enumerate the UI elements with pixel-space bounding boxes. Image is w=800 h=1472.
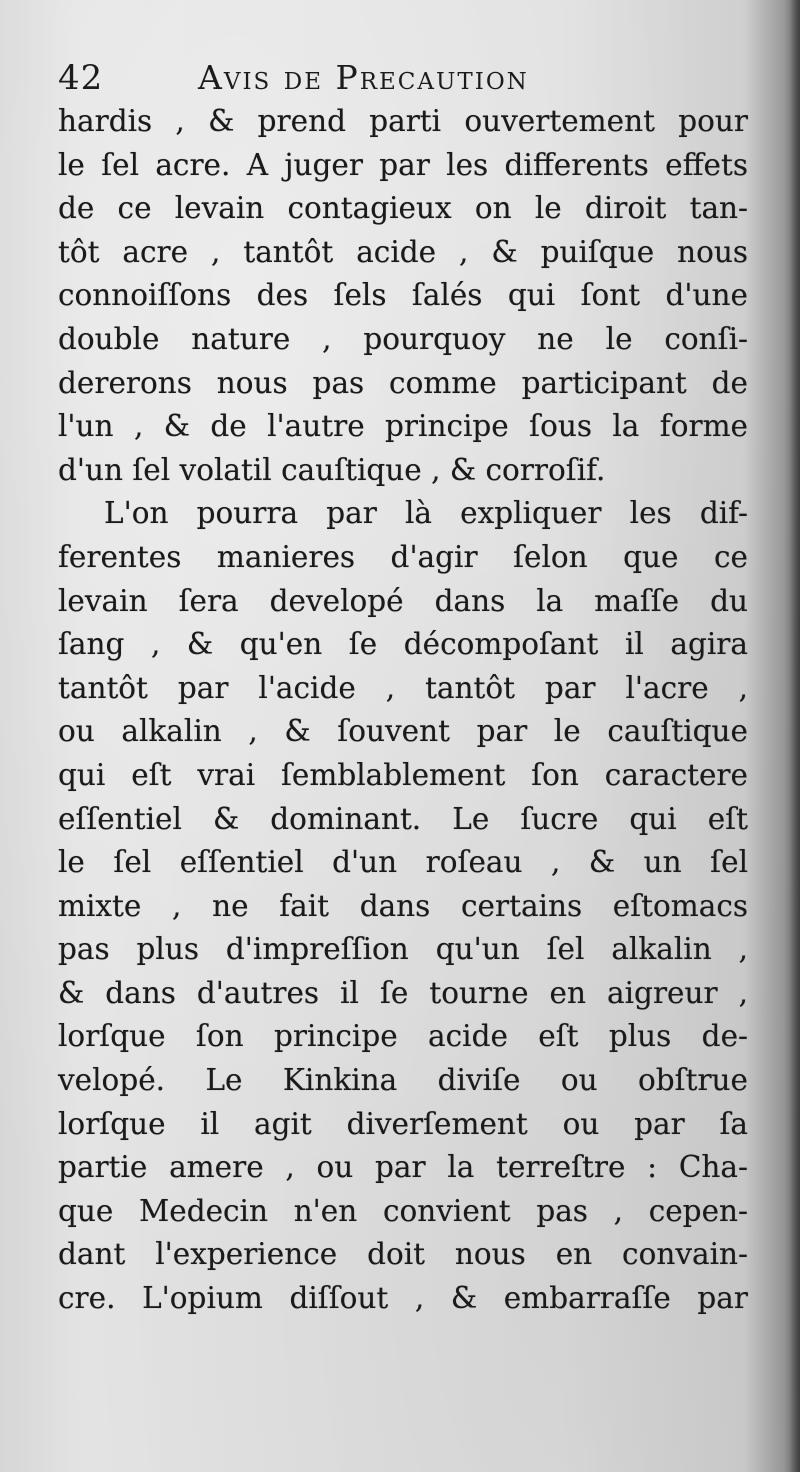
text-line: double nature , pourquoy ne le conſi-: [58, 321, 748, 356]
text-line: que Medecin n'en convient pas , cepen-: [58, 1193, 748, 1228]
text-line: ferentes manieres d'agir ſelon que ce: [58, 539, 748, 574]
text-line: connoiſſons des ſels ſalés qui ſont d'une: [58, 278, 748, 313]
text-line: lorſque il agit diverſement ou par ſa: [58, 1106, 748, 1141]
page-edge-shadow: [790, 0, 800, 1472]
text-line: partie amere , ou par la terreſtre : Cha-: [58, 1150, 748, 1185]
text-line: tôt acre , tantôt acide , & puiſque nous: [58, 234, 748, 269]
text-line: ou alkalin , & ſouvent par le cauſtique: [58, 714, 748, 749]
running-title: Avis de Precaution: [198, 58, 529, 97]
page-number: 42: [58, 58, 104, 98]
text-line: dererons nous pas comme participant de: [58, 365, 748, 400]
text-line: le ſel acre. A juger par les differents effets: [58, 147, 748, 182]
text-line: L'on pourra par là expliquer les dif-: [104, 496, 748, 531]
text-line: d'un ſel volatil cauſtique , & corroſif.: [58, 452, 606, 487]
paragraph-1: [58, 100, 748, 492]
text-line: qui eſt vrai ſemblablement ſon caractere: [58, 757, 748, 792]
text-line: le ſel eſſentiel d'un roſeau , & un ſel: [58, 845, 748, 880]
text-line: velopé. Le Kinkina diviſe ou obſtrue: [58, 1063, 748, 1098]
text-line: hardis , & prend parti ouvertement pour: [58, 104, 748, 138]
text-line: eſſentiel & dominant. Le ſucre qui eſt: [58, 801, 748, 836]
text-line: & dans d'autres il ſe tourne en aigreur ,: [58, 975, 748, 1010]
text-line: ſang , & qu'en ſe décompoſant il agira: [58, 627, 748, 662]
text-line: tantôt par l'acide , tantôt par l'acre ,: [58, 670, 748, 705]
paragraph-2: [58, 492, 748, 1320]
body-text: [58, 100, 748, 1321]
text-line: l'un , & de l'autre principe ſous la forme: [58, 409, 748, 444]
text-line: lorſque ſon principe acide eſt plus de-: [58, 1019, 748, 1054]
text-line: cre. L'opium diſſout , & embarraſſe par: [58, 1281, 748, 1316]
text-line: dant l'experience doit nous en convain-: [58, 1237, 748, 1272]
text-line: mixte , ne fait dans certains eſtomacs: [58, 888, 748, 923]
text-line: de ce levain contagieux on le diroit tan-: [58, 191, 748, 226]
text-line: levain ſera developé dans la maſſe du: [58, 583, 748, 618]
running-head: [58, 52, 748, 102]
text-line: pas plus d'impreſſion qu'un ſel alkalin ,: [58, 932, 748, 967]
